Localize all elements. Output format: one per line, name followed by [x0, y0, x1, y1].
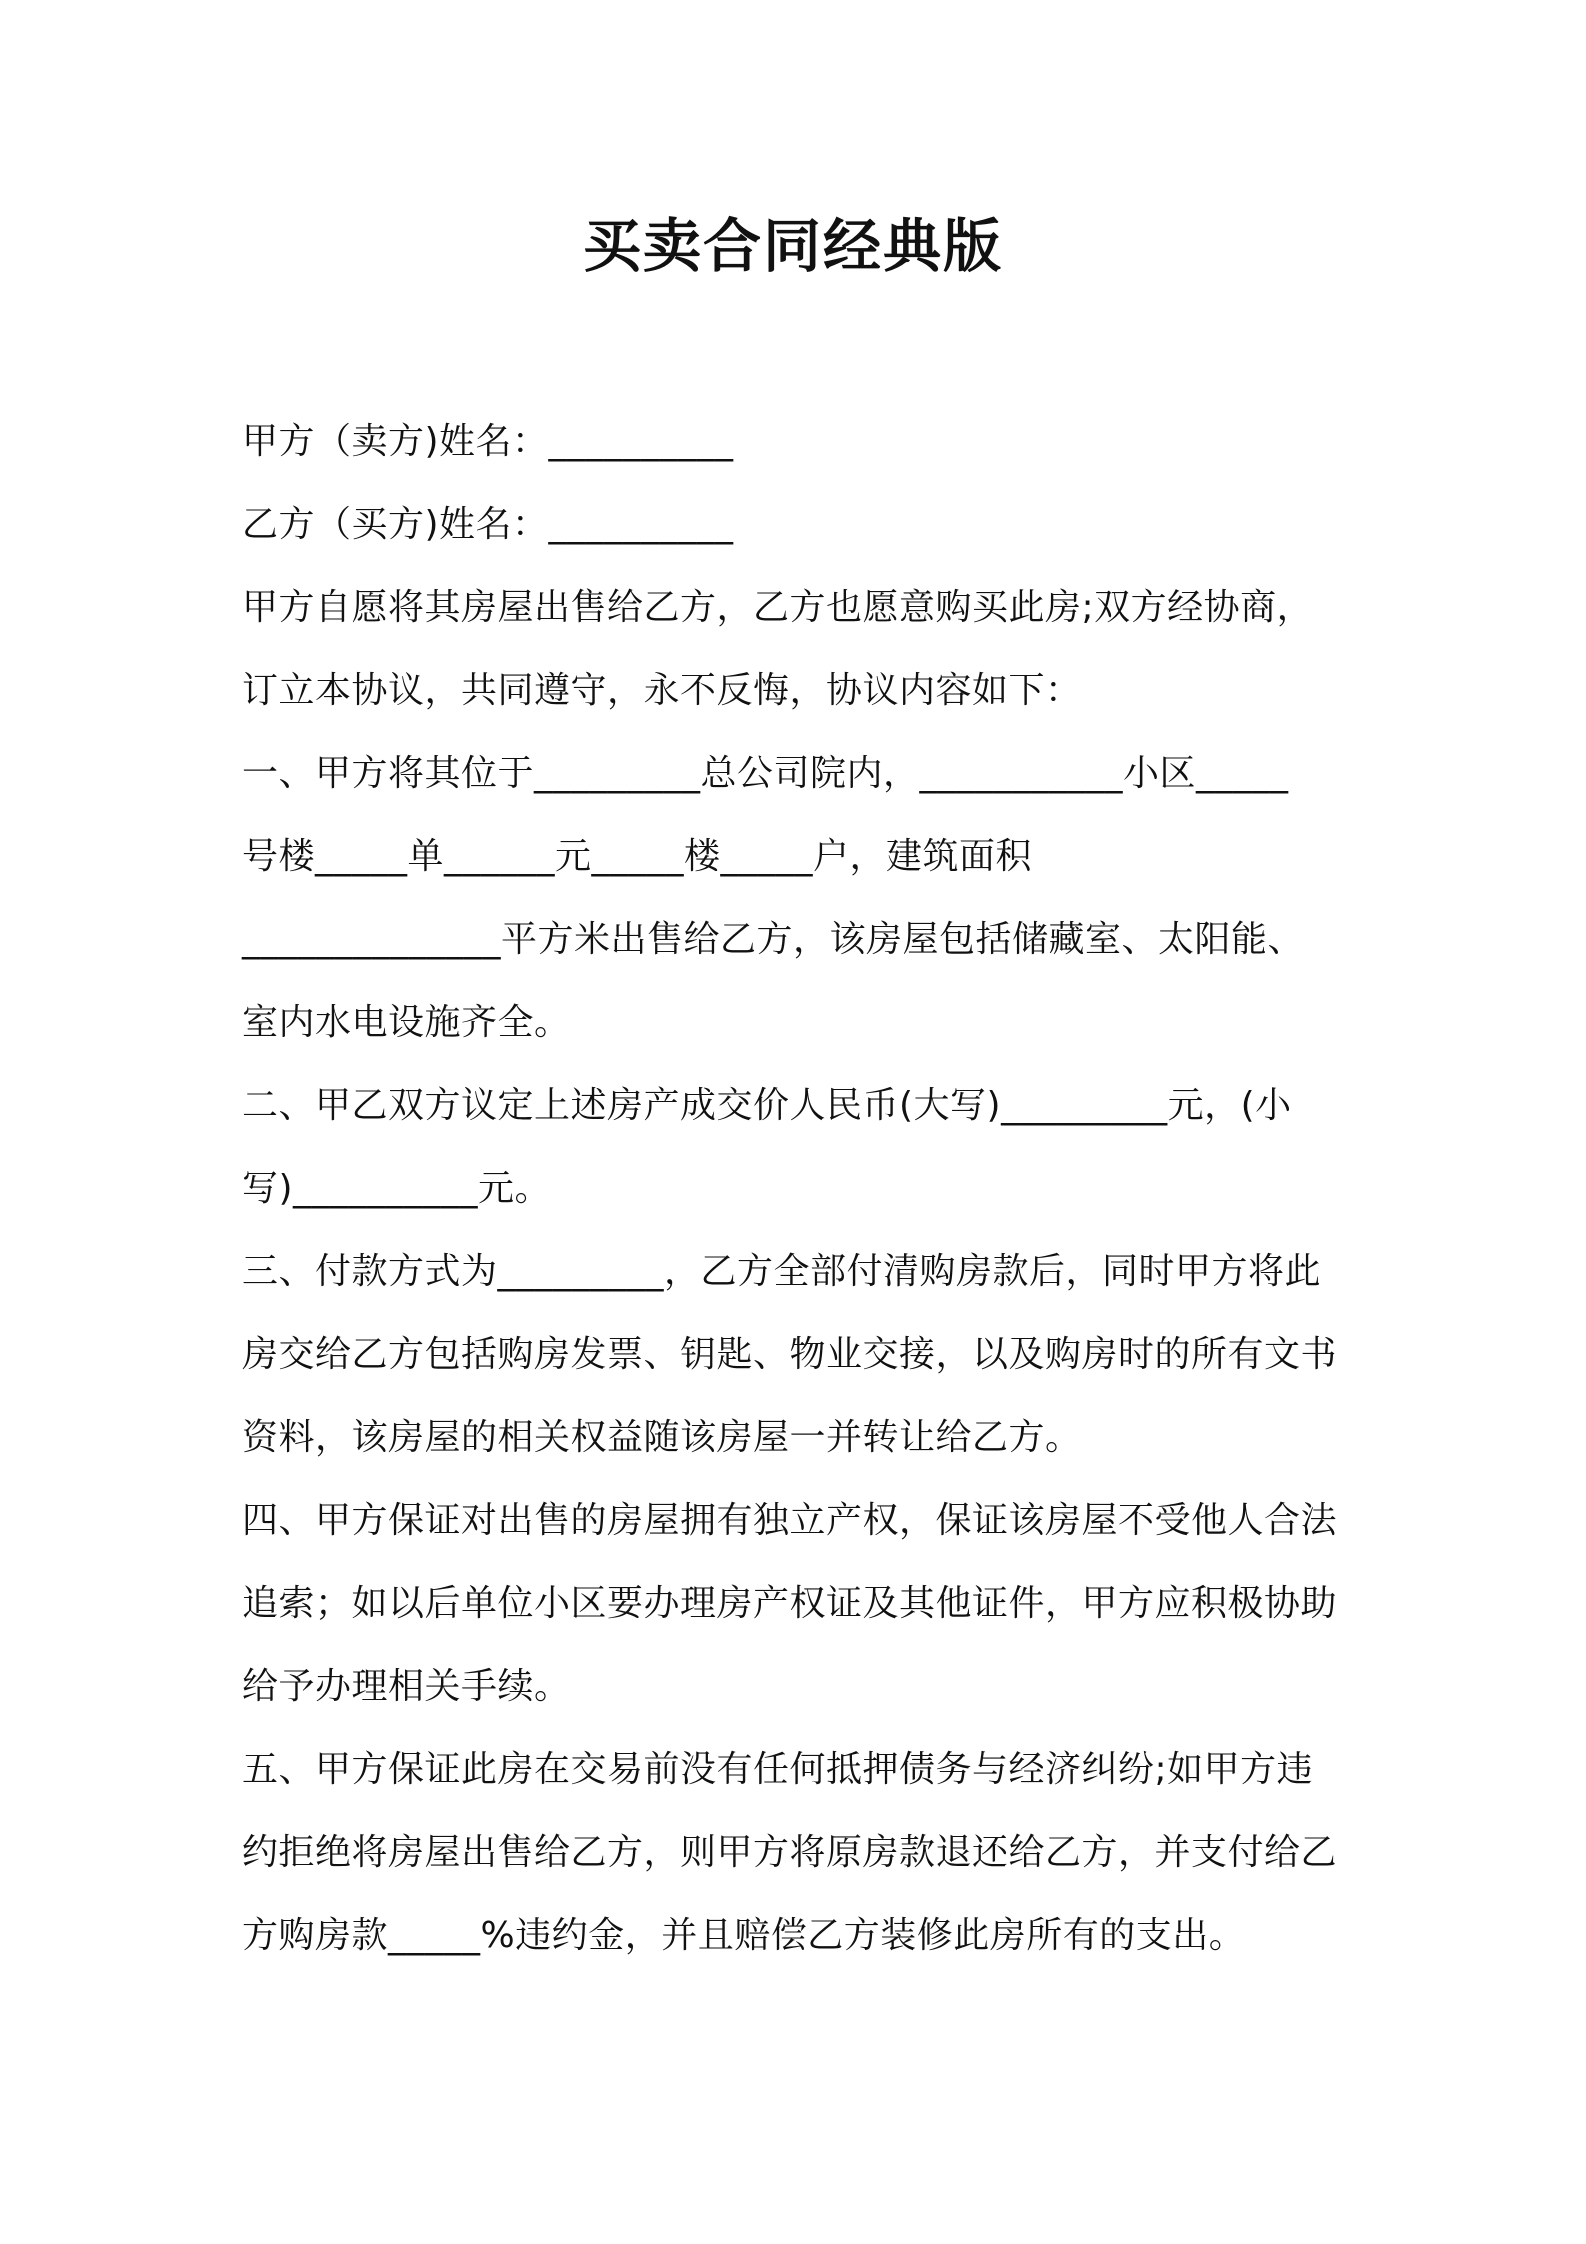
- clause-5-line: 五、甲方保证此房在交易前没有任何抵押债务与经济纠纷;如甲方违: [242, 1749, 1314, 1790]
- clause-4-line: 追索；如以后单位小区要办理房产权证及其他证件，甲方应积极协助: [242, 1583, 1338, 1624]
- clause-2-line: 写)__________元。: [242, 1168, 552, 1209]
- clause-1-line: 室内水电设施齐全。: [242, 1002, 571, 1043]
- clause-3-line: 三、付款方式为_________，乙方全部付清购房款后，同时甲方将此: [242, 1251, 1322, 1292]
- contract-body: [242, 400, 1362, 1977]
- clause-4-line: 给予办理相关手续。: [242, 1666, 571, 1707]
- clause-1-line: 号楼_____单______元_____楼_____户，建筑面积: [242, 836, 1033, 877]
- clause-3-line: 资料，该房屋的相关权益随该房屋一并转让给乙方。: [242, 1417, 1082, 1458]
- clause-1-line: 一、甲方将其位于_________总公司院内，___________小区_____: [242, 753, 1289, 794]
- clause-2-line: 二、甲乙双方议定上述房产成交价人民币(大写)_________元，(小: [242, 1085, 1292, 1126]
- preamble-line: 订立本协议，共同遵守，永不反悔，协议内容如下：: [242, 670, 1082, 711]
- clause-5-line: 方购房款_____%违约金，并且赔偿乙方装修此房所有的支出。: [242, 1915, 1246, 1956]
- clause-1-line: ______________平方米出售给乙方，该房屋包括储藏室、太阳能、: [242, 919, 1305, 960]
- seller-name-line: 甲方（卖方)姓名：__________: [242, 421, 734, 462]
- buyer-name-line: 乙方（买方)姓名：__________: [242, 504, 734, 545]
- document-title: 买卖合同经典版: [582, 212, 1003, 280]
- clause-4-line: 四、甲方保证对出售的房屋拥有独立产权，保证该房屋不受他人合法: [242, 1500, 1338, 1541]
- preamble-line: 甲方自愿将其房屋出售给乙方，乙方也愿意购买此房;双方经协商，: [242, 587, 1314, 628]
- clause-5-line: 约拒绝将房屋出售给乙方，则甲方将原房款退还给乙方，并支付给乙: [242, 1832, 1338, 1873]
- clause-3-line: 房交给乙方包括购房发票、钥匙、物业交接，以及购房时的所有文书: [242, 1334, 1338, 1375]
